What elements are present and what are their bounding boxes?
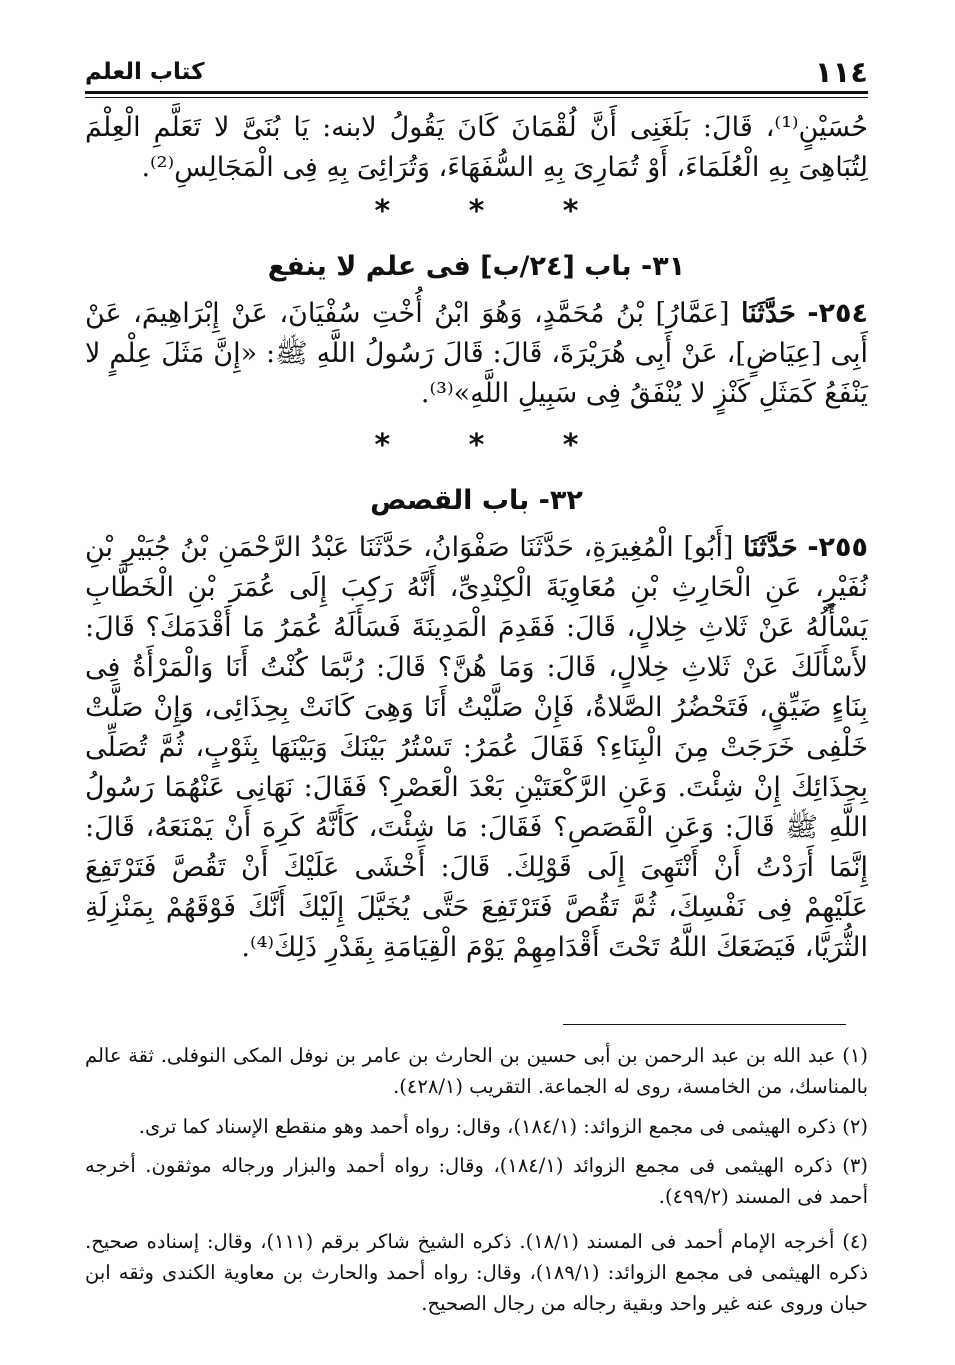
- section-separator: * * *: [374, 428, 613, 463]
- footnote-1: (١) عبد الله بن عبد الرحمن بن أبى حسين بن الحارث بن عامر بن نوفل المكى النوفلى. ثقة عالم بالمناسك، من الخامسة، روى له الجماعة. التقريب (٤٢٨/١).: [85, 1044, 868, 1098]
- hadith-254: [85, 294, 868, 414]
- footnote-4: (٤) أخرجه الإمام أحمد فى المسند (١٨/١). ذكره الشيخ شاكر برقم (١١١)، وقال: إسناده صحيح. ذكره الهيثمى فى مجمع الزوائد: (١٨٩/١)، وقال: رواه أحمد والحارث بن معاوية الكندى وثقه ابن حبان وروى عنه غير واحد وبقية رجاله من رجال الصحيح.: [85, 1230, 868, 1315]
- chapter-31-heading: ٣١- باب [٢٤/ب] فى علم لا ينفع: [267, 251, 686, 282]
- intro-paragraph: [85, 108, 868, 188]
- hadith-number: ٢٥٤-: [807, 298, 868, 329]
- hadith-opening: حَدَّثَنَا: [741, 298, 796, 329]
- footnote-separator: [563, 1024, 846, 1025]
- chapter-32-heading: ٣٢- باب القصص: [370, 485, 583, 516]
- section-separator: * * *: [374, 194, 613, 229]
- running-header: [85, 54, 868, 88]
- hadith-number: ٢٥٥-: [807, 532, 868, 563]
- footnote-2: (٢) ذكره الهيثمى فى مجمع الزوائد: (١٨٤/١)، وقال: رواه أحمد وهو منقطع الإسناد كما ترى.: [138, 1115, 868, 1138]
- hadith-opening: حَدَّثَنَا: [742, 532, 798, 563]
- hadith-255: [85, 528, 868, 968]
- hadith-text: [أَبُو] الْمُغِيرَةِ، حَدَّثَنَا صَفْوَانُ، حَدَّثَنَا عَبْدُ الرَّحْمَنِ بْنُ جُبَيْرِ بْنِ نُفَيْرٍ، عَنِ الْحَارِثِ بْنِ مُعَاوِيَةَ الْكِنْدِىِّ، أَنَّهُ رَكِبَ إِلَى عُمَرَ بْنِ الْخَطَّابِ يَسْأَلُهُ عَنْ ثَلاثِ خِلالٍ، قَالَ: فَقَدِمَ الْمَدِينَةَ فَسَأَلَهُ عُمَرُ مَا أَقْدَمَكَ؟ قَالَ: لأَسْأَلَكَ عَنْ ثَلاثِ خِلالٍ، قَالَ: وَمَا هُنَّ؟ قَالَ: رُبَّمَا كُنْتُ أَنَا وَالْمَرْأَةُ فِى بِنَاءٍ ضَيِّقٍ، فَتَحْضُرُ الصَّلاةُ، فَإِنْ صَلَّيْتُ أَنَا وَهِىَ كَانَتْ بِحِذَائِى، وَإِنْ صَلَّتْ خَلْفِى خَرَجَتْ مِنَ الْبِنَاءِ؟ فَقَالَ عُمَرُ: تَسْتُرُ بَيْنَكَ وَبَيْنَهَا بِثَوْبٍ، ثُمَّ تُصَلِّى بِحِذَائِكَ إِنْ شِئْتَ. وَعَنِ الرَّكْعَتَيْنِ بَعْدَ الْعَصْرِ؟ فَقَالَ: نَهَانِى عَنْهُمَا رَسُولُ اللَّهِ ﷺ قَالَ: وَعَنِ الْقَصَصِ؟ فَقَالَ: مَا شِئْتَ، كَأَنَّهُ كَرِهَ أَنْ يَمْنَعَهُ، قَالَ: إِنَّمَا أَرَدْتُ أَنْ أَنْتَهِىَ إِلَى قَوْلِكَ. قَالَ: أَخْشَى عَلَيْكَ أَنْ تَقُصَّ فَتَرْتَفِعَ عَلَيْهِمْ فِى نَفْسِكَ، ثُمَّ تَقُصَّ فَتَرْتَفِعَ حَتَّى يُخَيَّلَ إِلَيْكَ أَنَّكَ فَوْقَهُمْ بِمَنْزِلَةِ الثُّرَيَّا، فَيَضَعَكَ اللَّهُ تَحْتَ أَقْدَامِهِمْ يَوْمَ الْقِيَامَةِ بِقَدْرِ ذَلِكَ⁽⁴⁾.: [85, 532, 869, 963]
- intro-text: حُسَيْنٍ⁽¹⁾، قَالَ: بَلَغَنِى أَنَّ لُقْمَانَ كَانَ يَقُولُ لابنه: يَا بُنَىَّ لا تَعَلَّمِ الْعِلْمَ لِتُبَاهِىَ بِهِ الْعُلَمَاءَ، أَوْ تُمَارِىَ بِهِ السُّفَهَاءَ، وَتُرَائِىَ بِهِ فِى الْمَجَالِسِ⁽²⁾.: [85, 112, 868, 183]
- hadith-text: [عَمَّارُ] بْنُ مُحَمَّدٍ، وَهُوَ ابْنُ أُخْتِ سُفْيَانَ، عَنْ إِبْرَاهِيمَ، عَنْ أَبِى [عِيَاضٍ]، عَنْ أَبِى هُرَيْرَةَ، قَالَ: قَالَ رَسُولُ اللَّهِ ﷺ: «إِنَّ مَثَلَ عِلْمٍ لا يَنْفَعُ كَمَثَلِ كَنْزٍ لا يُنْفَقُ فِى سَبِيلِ اللَّهِ»⁽³⁾.: [85, 298, 868, 409]
- header-rule-thick: [85, 91, 868, 94]
- page-number: ١١٤: [814, 55, 868, 89]
- header-rule-thin: [85, 97, 868, 98]
- book-title: كتاب العلم: [85, 59, 205, 85]
- footnote-3: (٣) ذكره الهيثمى فى مجمع الزوائد (١٨٤/١)، وقال: رواه أحمد والبزار ورجاله موثقون. أخرجه أحمد فى المسند (٤٩٩/٢).: [85, 1154, 868, 1208]
